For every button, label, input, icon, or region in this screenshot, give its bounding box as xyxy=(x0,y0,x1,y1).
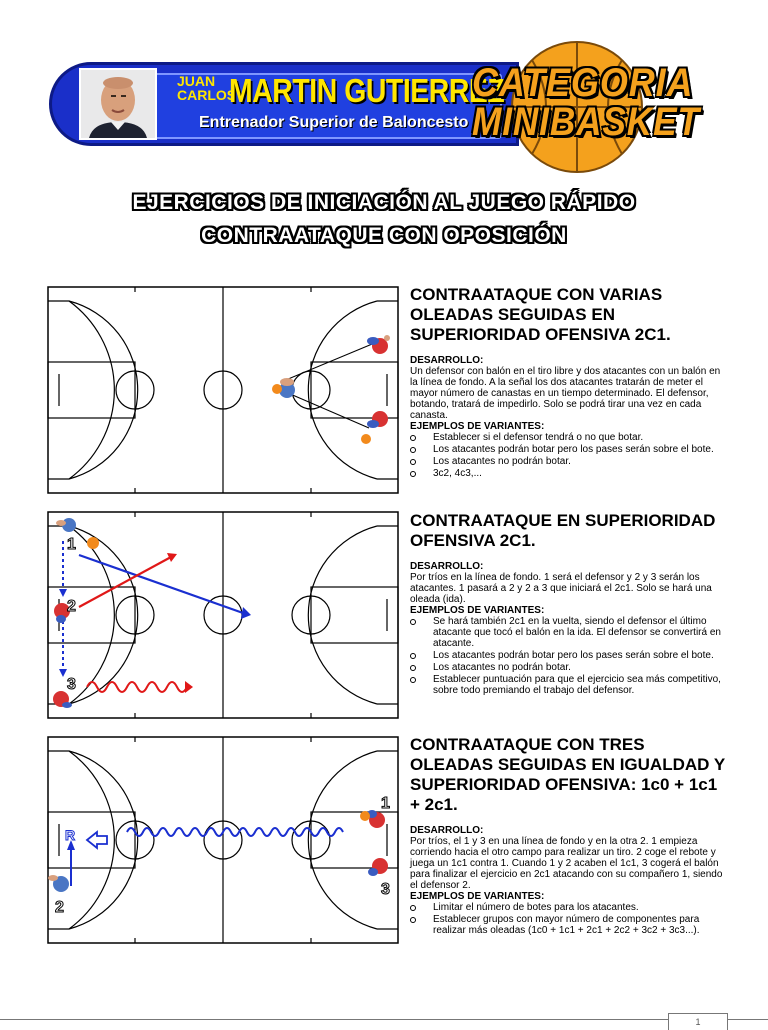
list-item: Establecer puntuación para que el ejercicio sea más competitivo, sobre todo premiando el trabajo del defensor. xyxy=(410,674,730,696)
page-title-line2: CONTRAATAQUE CON OPOSICIÓN xyxy=(201,224,567,247)
last-name: MARTIN GUTIERREZ xyxy=(229,72,505,109)
player-number-2: 2 xyxy=(67,598,76,615)
logo-categoria: CATEGORIA xyxy=(472,61,694,105)
bullet-icon xyxy=(410,665,416,671)
bullet-icon xyxy=(410,905,416,911)
exercise-heading: CONTRAATAQUE CON TRES OLEADAS SEGUIDAS EN IGUALDAD Y SUPERIORIDAD OFENSIVA: 1c0 + 1c1 + 2c1. xyxy=(410,735,725,814)
player-number-2: 2 xyxy=(55,899,64,916)
list-item: Se hará también 2c1 en la vuelta, siendo el defensor el último atacante que tocó el balón en la ida. El defensor se convertirá en atacante. xyxy=(410,616,730,649)
bullet-icon xyxy=(410,619,416,625)
court-diagram-2 xyxy=(47,511,399,719)
court-diagram-1 xyxy=(47,286,399,494)
rebound-label: R xyxy=(65,827,76,843)
list-item: Los atacantes podrán botar pero los pases serán sobre el bote. xyxy=(410,650,730,661)
exercise-block-1 xyxy=(410,285,730,480)
desarrollo-text: Por tríos en la línea de fondo. 1 será el defensor y 2 y 3 serán los atacantes. 1 pasará a 2 y 2 a 3 que iniciará el 2c1. Solo se hará una oleada (ida). xyxy=(410,572,712,605)
bullet-icon xyxy=(410,435,416,441)
player-number-1: 1 xyxy=(381,795,390,812)
bullet-icon xyxy=(410,677,416,683)
bullet-icon xyxy=(410,459,416,465)
exercise-heading: CONTRAATAQUE EN SUPERIORIDAD OFENSIVA 2C1. xyxy=(410,511,716,550)
bullet-icon xyxy=(410,471,416,477)
exercise-block-3 xyxy=(410,735,730,937)
desarrollo-text: Un defensor con balón en el tiro libre y dos atacantes con un balón en la línea de fondo. A la señal los dos atacantes tratarán de meter el mayor número de canastas en un tiempo determinado. El defensor, botando, tratará de impedirlo. Solo se podrá tirar una vez en cada canasta. xyxy=(410,366,721,421)
bullet-icon xyxy=(410,917,416,923)
list-item: Establecer grupos con mayor número de componentes para realizar más oleadas (1c0 + 1c1 + 2c1 + 2c2 + 3c2 + 3c3...). xyxy=(410,914,730,936)
desarrollo-label: DESARROLLO: xyxy=(410,561,484,572)
variantes-label: EJEMPLOS DE VARIANTES: xyxy=(410,421,545,432)
coach-subtitle: Entrenador Superior de Baloncesto xyxy=(199,114,469,131)
variantes-label: EJEMPLOS DE VARIANTES: xyxy=(410,891,545,902)
list-item: Limitar el número de botes para los atacantes. xyxy=(410,902,730,913)
footer-line xyxy=(0,1019,768,1020)
desarrollo-label: DESARROLLO: xyxy=(410,825,484,836)
bullet-icon xyxy=(410,447,416,453)
variantes-list xyxy=(410,432,730,479)
bullet-icon xyxy=(410,653,416,659)
page-title-line1: EJERCICIOS DE INICIACIÓN AL JUEGO RÁPIDO xyxy=(132,191,636,214)
list-item: Los atacantes no podrán botar. xyxy=(410,456,730,467)
variantes-list xyxy=(410,902,730,936)
logo-minibasket: MINIBASKET xyxy=(472,100,700,144)
page-number: 1 xyxy=(668,1013,728,1030)
first-name: JUAN CARLOS xyxy=(177,73,237,103)
variantes-label: EJEMPLOS DE VARIANTES: xyxy=(410,605,545,616)
player-number-3: 3 xyxy=(67,676,76,693)
exercise-heading: CONTRAATAQUE CON VARIAS OLEADAS SEGUIDAS EN SUPERIORIDAD OFENSIVA 2C1. xyxy=(410,285,671,344)
list-item: 3c2, 4c3,... xyxy=(410,468,730,479)
coach-photo xyxy=(79,68,157,140)
desarrollo-text: Por tríos, el 1 y 3 en una línea de fondo y en la otra 2. 1 empieza corriendo hacia el otro campo para realizar un tiro. 2 coge el rebote y juega un 1c1 contra 1. Cuando 1 y 2 acaben el 1c1, 3 cogerá el balón para finalizar el ejercicio en 2c1 atacando con su compañero 1, siendo el defensor 2. xyxy=(410,836,723,891)
list-item: Los atacantes podrán botar pero los pases serán sobre el bote. xyxy=(410,444,730,455)
court-diagram-3 xyxy=(47,736,399,944)
exercise-block-2 xyxy=(410,511,730,697)
variantes-list xyxy=(410,616,730,696)
player-number-3: 3 xyxy=(381,881,390,898)
list-item: Establecer si el defensor tendrá o no que botar. xyxy=(410,432,730,443)
player-number-1: 1 xyxy=(67,536,76,553)
desarrollo-label: DESARROLLO: xyxy=(410,355,484,366)
list-item: Los atacantes no podrán botar. xyxy=(410,662,730,673)
